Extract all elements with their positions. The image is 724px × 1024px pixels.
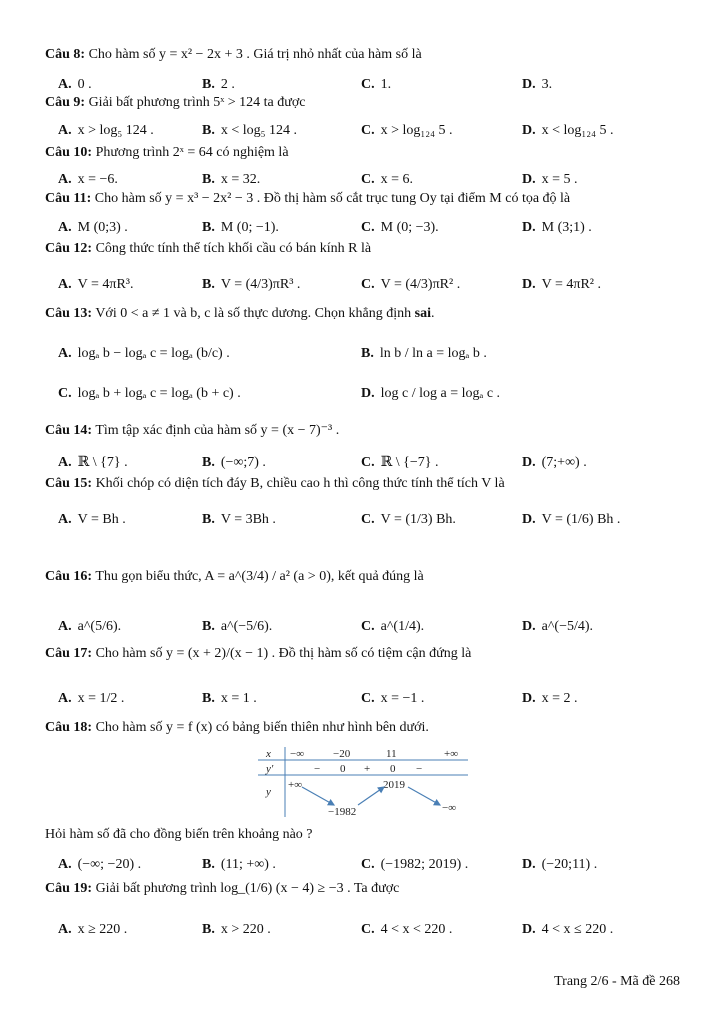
option-d[interactable]: D. 4 < x ≤ 220 . <box>522 922 614 937</box>
x-value: −20 <box>333 748 351 760</box>
option-a[interactable]: A. x > log₅ 124 . <box>58 123 154 138</box>
option-c[interactable]: C. x = −1 . <box>361 691 425 706</box>
question-text: Cho hàm số y = (x + 2)/(x − 1) . Đồ thị hàm số có tiệm cận đứng là <box>95 646 472 661</box>
question-number: Câu 15: <box>45 476 93 491</box>
row-label-x: x <box>266 748 271 760</box>
question-number: Câu 18: <box>45 720 93 735</box>
option-c[interactable]: C. ℝ \ {−7} . <box>361 455 439 470</box>
question-number: Câu 13: <box>45 306 93 321</box>
options-10 <box>58 171 698 189</box>
option-b[interactable]: B. x > 220 . <box>202 922 271 937</box>
option-c[interactable]: C. x > log₁₂₄ 5 . <box>361 123 453 138</box>
option-c[interactable]: C. 1. <box>361 77 392 92</box>
question-19 <box>45 880 694 898</box>
question-14 <box>45 422 694 440</box>
option-c[interactable]: C. x = 6. <box>361 172 414 187</box>
option-a[interactable]: A. ℝ \ {7} . <box>58 455 128 470</box>
question-emphasis: sai <box>414 306 431 321</box>
option-c[interactable]: C. V = (4/3)πR² . <box>361 277 461 292</box>
option-b[interactable]: B. V = 3Bh . <box>202 512 276 527</box>
question-18 <box>45 719 694 737</box>
page-footer: Trang 2/6 - Mã đề 268 <box>554 974 680 989</box>
increase-arrow <box>358 787 384 805</box>
decrease-arrow <box>408 787 440 805</box>
question-18-followup: Hỏi hàm số đã cho đồng biến trên khoảng nào ? <box>45 827 313 842</box>
yprime-sign: − <box>416 763 423 775</box>
question-16 <box>45 568 694 586</box>
option-b[interactable]: B. x = 32. <box>202 172 261 187</box>
options-8 <box>58 76 698 94</box>
question-number: Câu 11: <box>45 191 92 206</box>
yprime-sign: 0 <box>340 763 346 775</box>
options-13-row2 <box>58 385 698 403</box>
options-13-row1 <box>58 345 698 363</box>
question-text: Giải bất phương trình log_(1/6) (x − 4) ≥ −3 . Ta được <box>95 881 400 896</box>
options-9 <box>58 122 698 140</box>
row-label-y: y <box>266 786 271 798</box>
options-17 <box>58 690 698 708</box>
option-b[interactable]: B. ln b / ln a = logₐ b . <box>361 346 487 361</box>
question-text: Với 0 < a ≠ 1 và b, c là số thực dương. Chọn khẳng định <box>95 306 412 321</box>
option-a[interactable]: A. x = 1/2 . <box>58 691 125 706</box>
options-18 <box>58 856 698 874</box>
x-value: +∞ <box>444 748 459 760</box>
option-b[interactable]: B. x < log₅ 124 . <box>202 123 298 138</box>
options-15 <box>58 511 698 529</box>
question-text: Khối chóp có diện tích đáy B, chiều cao h thì công thức tính thể tích V là <box>95 476 505 491</box>
question-11 <box>45 190 694 208</box>
option-b[interactable]: B. V = (4/3)πR³ . <box>202 277 301 292</box>
row-label-yprime: y' <box>266 763 274 775</box>
option-b[interactable]: B. M (0; −1). <box>202 220 279 235</box>
option-d[interactable]: D. V = 4πR² . <box>522 277 601 292</box>
question-10 <box>45 144 694 162</box>
question-number: Câu 10: <box>45 145 93 160</box>
question-text: Thu gọn biểu thức, A = a^(3/4) / a² (a > 0), kết quả đúng là <box>95 569 424 584</box>
question-text: Công thức tính thể tích khối cầu có bán kính R là <box>95 241 372 256</box>
question-12 <box>45 240 694 258</box>
option-a[interactable]: A. a^(5/6). <box>58 619 122 634</box>
option-d[interactable]: D. M (3;1) . <box>522 220 592 235</box>
question-number: Câu 8: <box>45 47 86 62</box>
question-15 <box>45 475 694 493</box>
option-d[interactable]: D. V = (1/6) Bh . <box>522 512 621 527</box>
option-b[interactable]: B. (11; +∞) . <box>202 857 276 872</box>
question-text: Giải bất phương trình 5ˣ > 124 ta được <box>88 95 306 110</box>
option-a[interactable]: A. V = Bh . <box>58 512 126 527</box>
option-c[interactable]: C. 4 < x < 220 . <box>361 922 453 937</box>
options-16 <box>58 618 698 636</box>
options-11 <box>58 219 698 237</box>
decrease-arrow <box>302 787 334 805</box>
option-c[interactable]: C. (−1982; 2019) . <box>361 857 469 872</box>
option-a[interactable]: A. 0 . <box>58 77 92 92</box>
y-value: +∞ <box>288 779 303 791</box>
option-d[interactable]: D. a^(−5/4). <box>522 619 594 634</box>
question-text: Cho hàm số y = x³ − 2x² − 3 . Đồ thị hàm số cắt trục tung Oy tại điểm M có tọa độ là <box>94 191 571 206</box>
question-number: Câu 9: <box>45 95 86 110</box>
option-b[interactable]: B. a^(−5/6). <box>202 619 273 634</box>
option-b[interactable]: B. (−∞;7) . <box>202 455 266 470</box>
option-a[interactable]: A. M (0;3) . <box>58 220 128 235</box>
option-a[interactable]: A. x = −6. <box>58 172 118 187</box>
options-12 <box>58 276 698 294</box>
option-c[interactable]: C. a^(1/4). <box>361 619 425 634</box>
option-c[interactable]: C. V = (1/3) Bh. <box>361 512 456 527</box>
yprime-sign: 0 <box>390 763 396 775</box>
option-a[interactable]: A. (−∞; −20) . <box>58 857 142 872</box>
option-d[interactable]: D. (7;+∞) . <box>522 455 587 470</box>
option-d[interactable]: D. x < log₁₂₄ 5 . <box>522 123 614 138</box>
x-value: −∞ <box>290 748 305 760</box>
option-d[interactable]: D. log c / log a = logₐ c . <box>361 386 501 401</box>
option-c[interactable]: C. logₐ b + logₐ c = logₐ (b + c) . <box>58 386 241 401</box>
question-number: Câu 12: <box>45 241 93 256</box>
option-d[interactable]: D. (−20;11) . <box>522 857 598 872</box>
options-19 <box>58 921 698 939</box>
options-14 <box>58 454 698 472</box>
question-text: Phương trình 2ˣ = 64 có nghiệm là <box>95 145 289 160</box>
question-text: Cho hàm số y = f (x) có bảng biến thiên như hình bên dưới. <box>95 720 429 735</box>
option-b[interactable]: B. x = 1 . <box>202 691 257 706</box>
yprime-sign: − <box>314 763 321 775</box>
option-d[interactable]: D. x = 5 . <box>522 172 578 187</box>
question-text: Tìm tập xác định của hàm số y = (x − 7)⁻³ . <box>95 423 340 438</box>
question-number: Câu 14: <box>45 423 93 438</box>
y-value: 2019 <box>383 779 405 791</box>
option-b[interactable]: B. 2 . <box>202 77 235 92</box>
question-number: Câu 19: <box>45 881 93 896</box>
x-value: 11 <box>386 748 397 760</box>
question-13: Câu 13: Với 0 < a ≠ 1 và b, c là số thực dương. Chọn khẳng định sai. <box>45 306 435 321</box>
y-value: −∞ <box>442 802 457 814</box>
question-number: Câu 16: <box>45 569 93 584</box>
question-8 <box>45 46 694 64</box>
question-17 <box>45 645 694 663</box>
variation-table <box>258 747 468 819</box>
option-d[interactable]: D. 3. <box>522 77 553 92</box>
option-a[interactable]: A. V = 4πR³. <box>58 277 134 292</box>
yprime-sign: + <box>364 763 371 775</box>
option-a[interactable]: A. x ≥ 220 . <box>58 922 128 937</box>
y-value: −1982 <box>328 806 357 818</box>
question-text: Cho hàm số y = x² − 2x + 3 . Giá trị nhỏ nhất của hàm số là <box>88 47 422 62</box>
option-a[interactable]: A. logₐ b − logₐ c = logₐ (b/c) . <box>58 346 230 361</box>
option-c[interactable]: C. M (0; −3). <box>361 220 439 235</box>
question-number: Câu 17: <box>45 646 93 661</box>
question-9 <box>45 94 694 112</box>
option-d[interactable]: D. x = 2 . <box>522 691 578 706</box>
